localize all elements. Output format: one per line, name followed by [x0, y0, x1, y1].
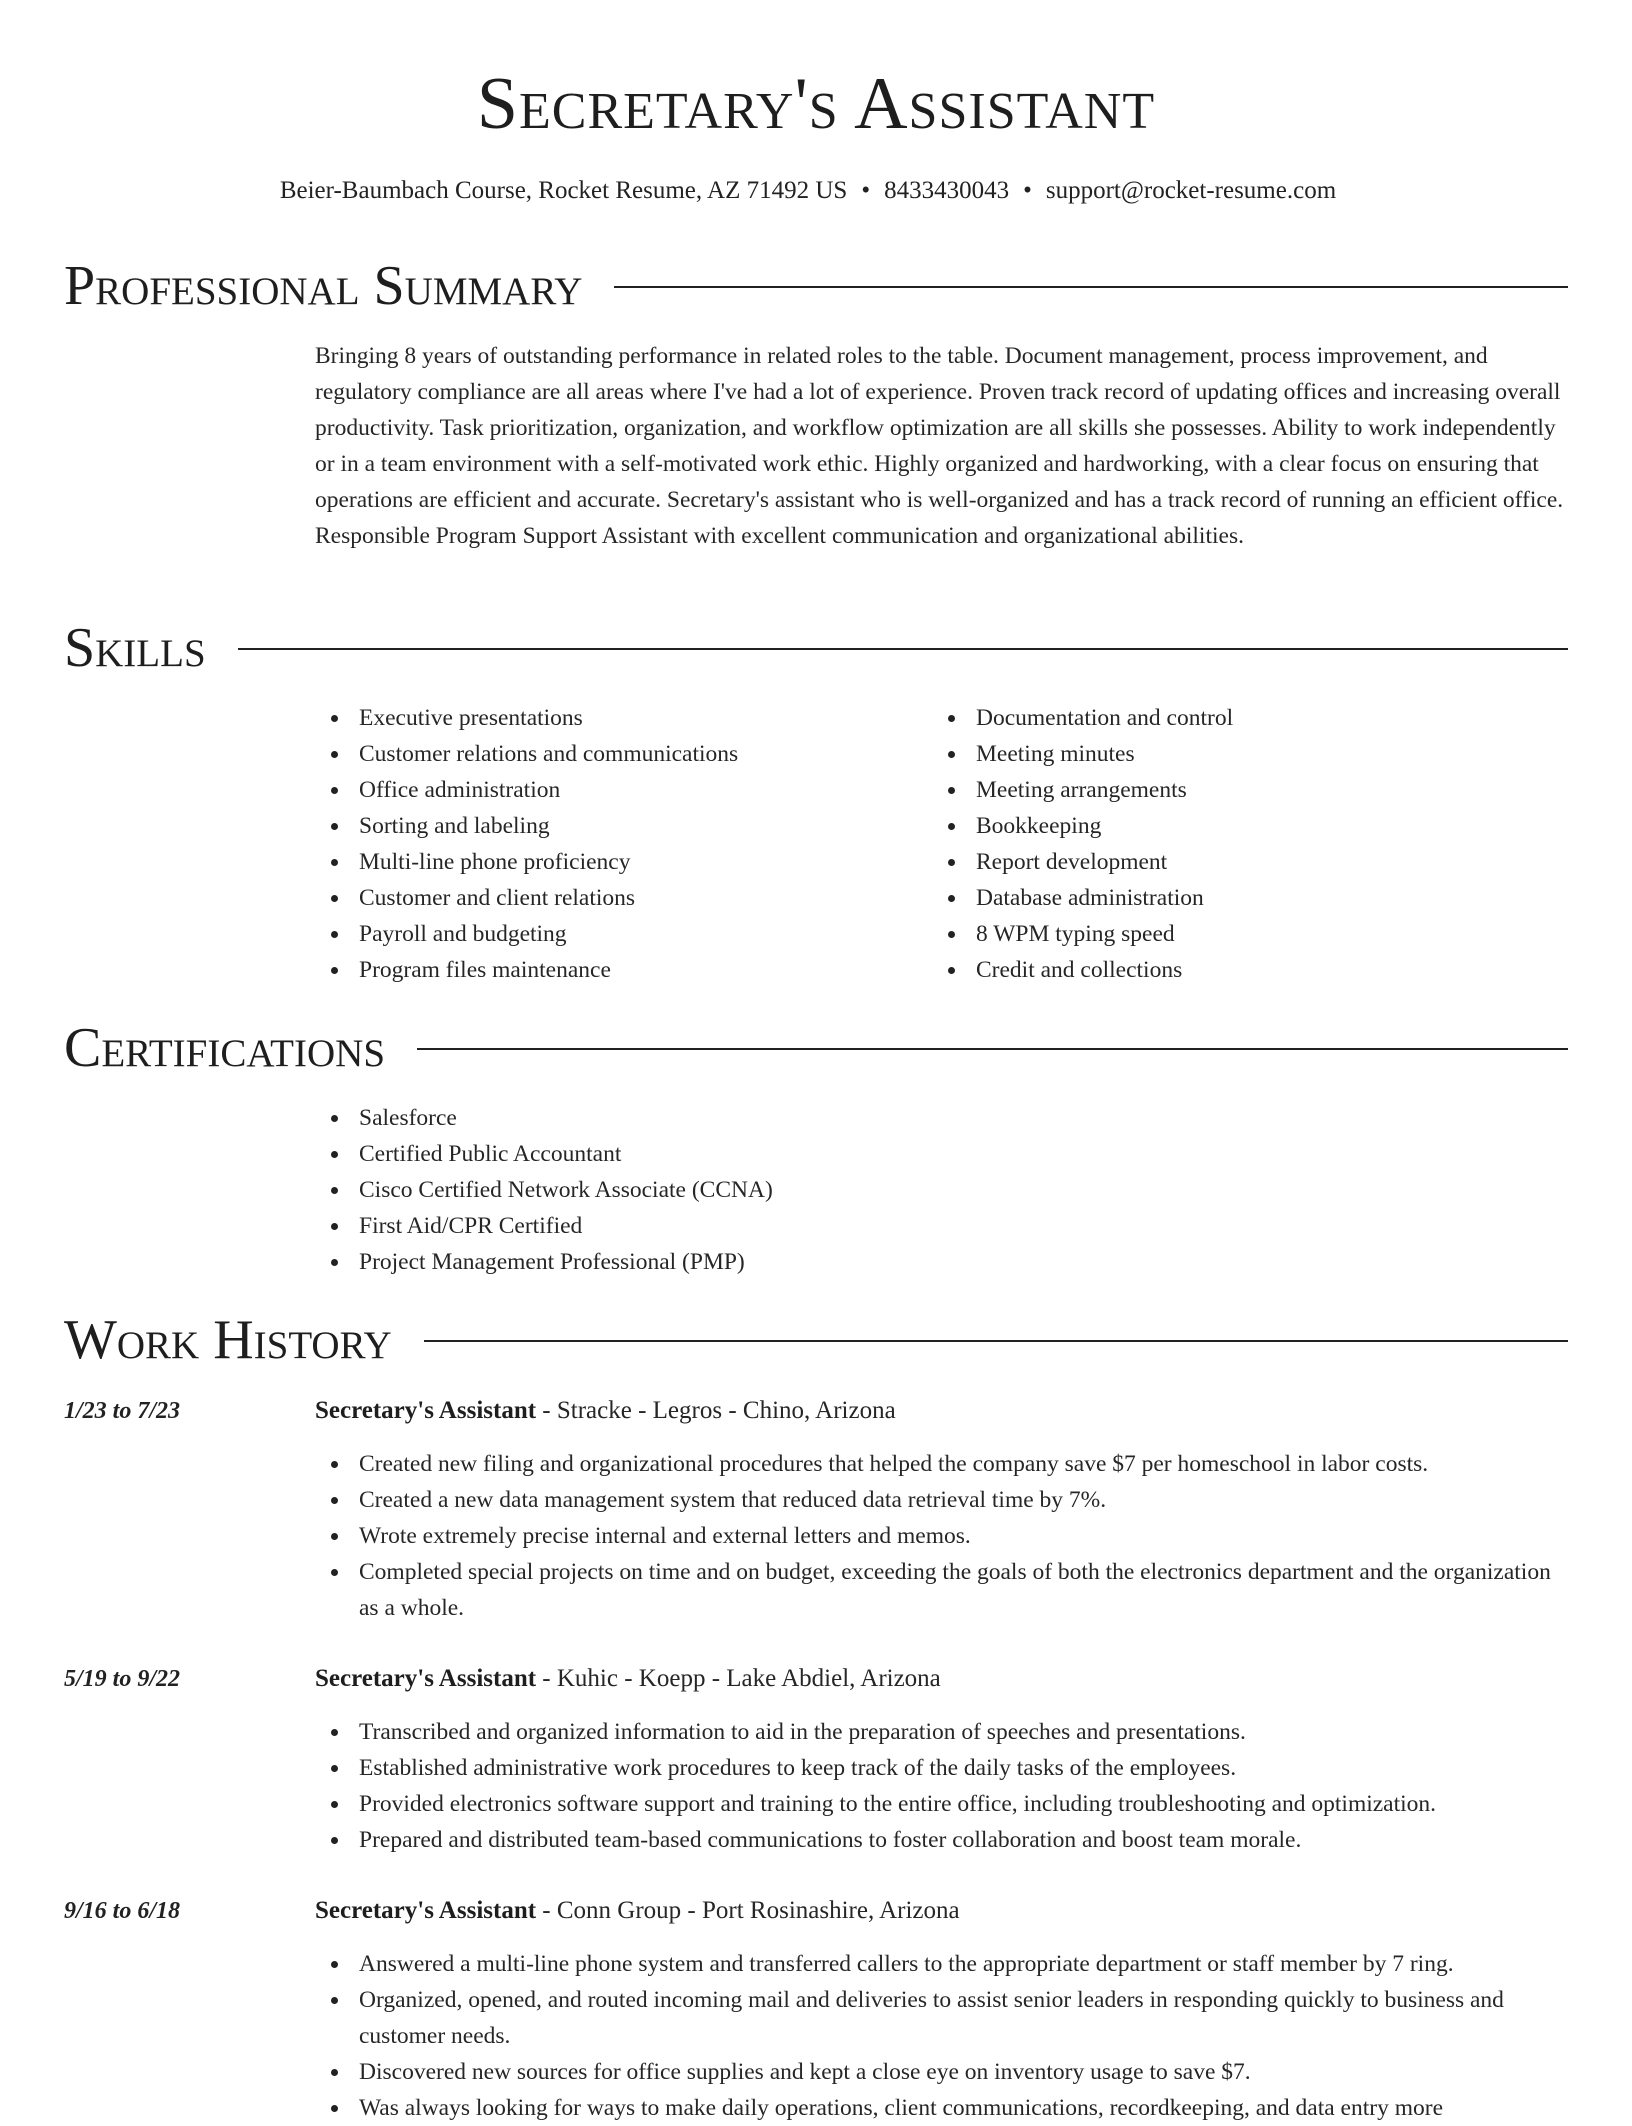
job-bullet: Established administrative work procedures to keep track of the daily tasks of the employees. [315, 1750, 1575, 1786]
job-details: - Stracke - Legros - Chino, Arizona [536, 1397, 896, 1424]
certification-item: Project Management Professional (PMP) [315, 1244, 1215, 1280]
section-divider [417, 1048, 1568, 1050]
certification-item: Cisco Certified Network Associate (CCNA) [315, 1172, 1215, 1208]
section-divider [238, 648, 1568, 650]
skill-item: Sorting and labeling [315, 808, 915, 844]
job-details: - Kuhic - Koepp - Lake Abdiel, Arizona [536, 1665, 941, 1692]
contact-phone: 8433430043 [884, 177, 1010, 204]
summary-section-header [64, 254, 1568, 318]
contact-separator: • [861, 177, 871, 204]
contact-line [0, 176, 1616, 206]
certifications-list [315, 1100, 1215, 1280]
skills-section-header [64, 616, 1568, 680]
summary-section-title: Professional Summary [64, 255, 583, 317]
certification-item: First Aid/CPR Certified [315, 1208, 1215, 1244]
job-bullet: Created a new data management system that reduced data retrieval time by 7%. [315, 1482, 1575, 1518]
work-section-title: Work History [64, 1309, 392, 1371]
job-title-line [315, 1894, 960, 1928]
skills-right-list [932, 700, 1532, 988]
skill-item: Executive presentations [315, 700, 915, 736]
job-bullet: Answered a multi-line phone system and transferred callers to the appropriate department or staff member by 7 ring. [315, 1946, 1575, 1982]
skill-item: Program files maintenance [315, 952, 915, 988]
skill-item: Customer relations and communications [315, 736, 915, 772]
certification-item: Certified Public Accountant [315, 1136, 1215, 1172]
job-title-line [315, 1394, 896, 1428]
summary-text: Bringing 8 years of outstanding performance in related roles to the table. Document management, process improvement, and regulatory compliance are all areas where I've had a lot of experience. Proven track record of updating offices and increasing overall productivity. Task prioritization, organization, and workflow optimization are all skills she possesses. Ability to work independently or in a team environment with a self-motivated work ethic. Highly organized and hardworking, with a clear focus on ensuring that operations are efficient and accurate. Secretary's assistant who is well-organized and has a track record of running an efficient office. Responsible Program Support Assistant with excellent communication and organizational abilities. [315, 343, 1564, 549]
job-bullet: Transcribed and organized information to aid in the preparation of speeches and presentations. [315, 1714, 1575, 1750]
skill-item: 8 WPM typing speed [932, 916, 1532, 952]
work-section-header [64, 1308, 1568, 1372]
job-dates: 9/16 to 6/18 [64, 1898, 181, 1924]
skill-item: Office administration [315, 772, 915, 808]
skill-item: Documentation and control [932, 700, 1532, 736]
job-bullet: Completed special projects on time and on budget, exceeding the goals of both the electronics department and the organization as a whole. [315, 1554, 1575, 1626]
section-divider [614, 286, 1568, 288]
skill-item: Customer and client relations [315, 880, 915, 916]
resume-name: Secretary's Assistant [476, 63, 1156, 145]
skill-item: Multi-line phone proficiency [315, 844, 915, 880]
skills-right-column [932, 700, 1532, 988]
certifications-section-header [64, 1016, 1568, 1080]
skills-left-list [315, 700, 915, 988]
job-bullet: Was always looking for ways to make daily operations, client communications, recordkeeping, and data entry more [315, 2090, 1575, 2126]
job-details: - Conn Group - Port Rosinashire, Arizona [536, 1897, 960, 1924]
contact-separator: • [1023, 177, 1032, 204]
job-role: Secretary's Assistant [315, 1397, 537, 1424]
skills-section-title: Skills [64, 617, 206, 679]
job-title-line [315, 1662, 941, 1696]
skill-item: Credit and collections [932, 952, 1532, 988]
job-bullets [315, 1714, 1575, 1858]
job-bullet: Created new filing and organizational procedures that helped the company save $7 per homeschool in labor costs. [315, 1446, 1575, 1482]
skill-item: Payroll and budgeting [315, 916, 915, 952]
contact-address: Beier-Baumbach Course, Rocket Resume, AZ 71492 US [279, 177, 848, 204]
skill-item: Meeting minutes [932, 736, 1532, 772]
job-dates: 1/23 to 7/23 [64, 1398, 181, 1424]
job-dates: 5/19 to 9/22 [64, 1666, 181, 1692]
job-bullet: Wrote extremely precise internal and external letters and memos. [315, 1518, 1575, 1554]
job-bullet: Discovered new sources for office supplies and kept a close eye on inventory usage to save $7. [315, 2054, 1575, 2090]
contact-email: support@rocket-resume.com [1045, 177, 1337, 204]
section-divider [424, 1340, 1568, 1342]
skill-item: Report development [932, 844, 1532, 880]
certifications-column [315, 1100, 1215, 1280]
job-bullet: Provided electronics software support and training to the entire office, including troubleshooting and optimization. [315, 1786, 1575, 1822]
job-bullets [315, 1946, 1575, 2126]
certifications-section-title: Certifications [64, 1017, 386, 1079]
job-bullets [315, 1446, 1575, 1626]
skill-item: Database administration [932, 880, 1532, 916]
skill-item: Meeting arrangements [932, 772, 1532, 808]
certification-item: Salesforce [315, 1100, 1215, 1136]
job-role: Secretary's Assistant [315, 1665, 537, 1692]
skill-item: Bookkeeping [932, 808, 1532, 844]
job-bullet: Prepared and distributed team-based communications to foster collaboration and boost team morale. [315, 1822, 1575, 1858]
job-role: Secretary's Assistant [315, 1897, 537, 1924]
job-bullet: Organized, opened, and routed incoming mail and deliveries to assist senior leaders in responding quickly to business and customer needs. [315, 1982, 1575, 2054]
skills-left-column [315, 700, 915, 988]
